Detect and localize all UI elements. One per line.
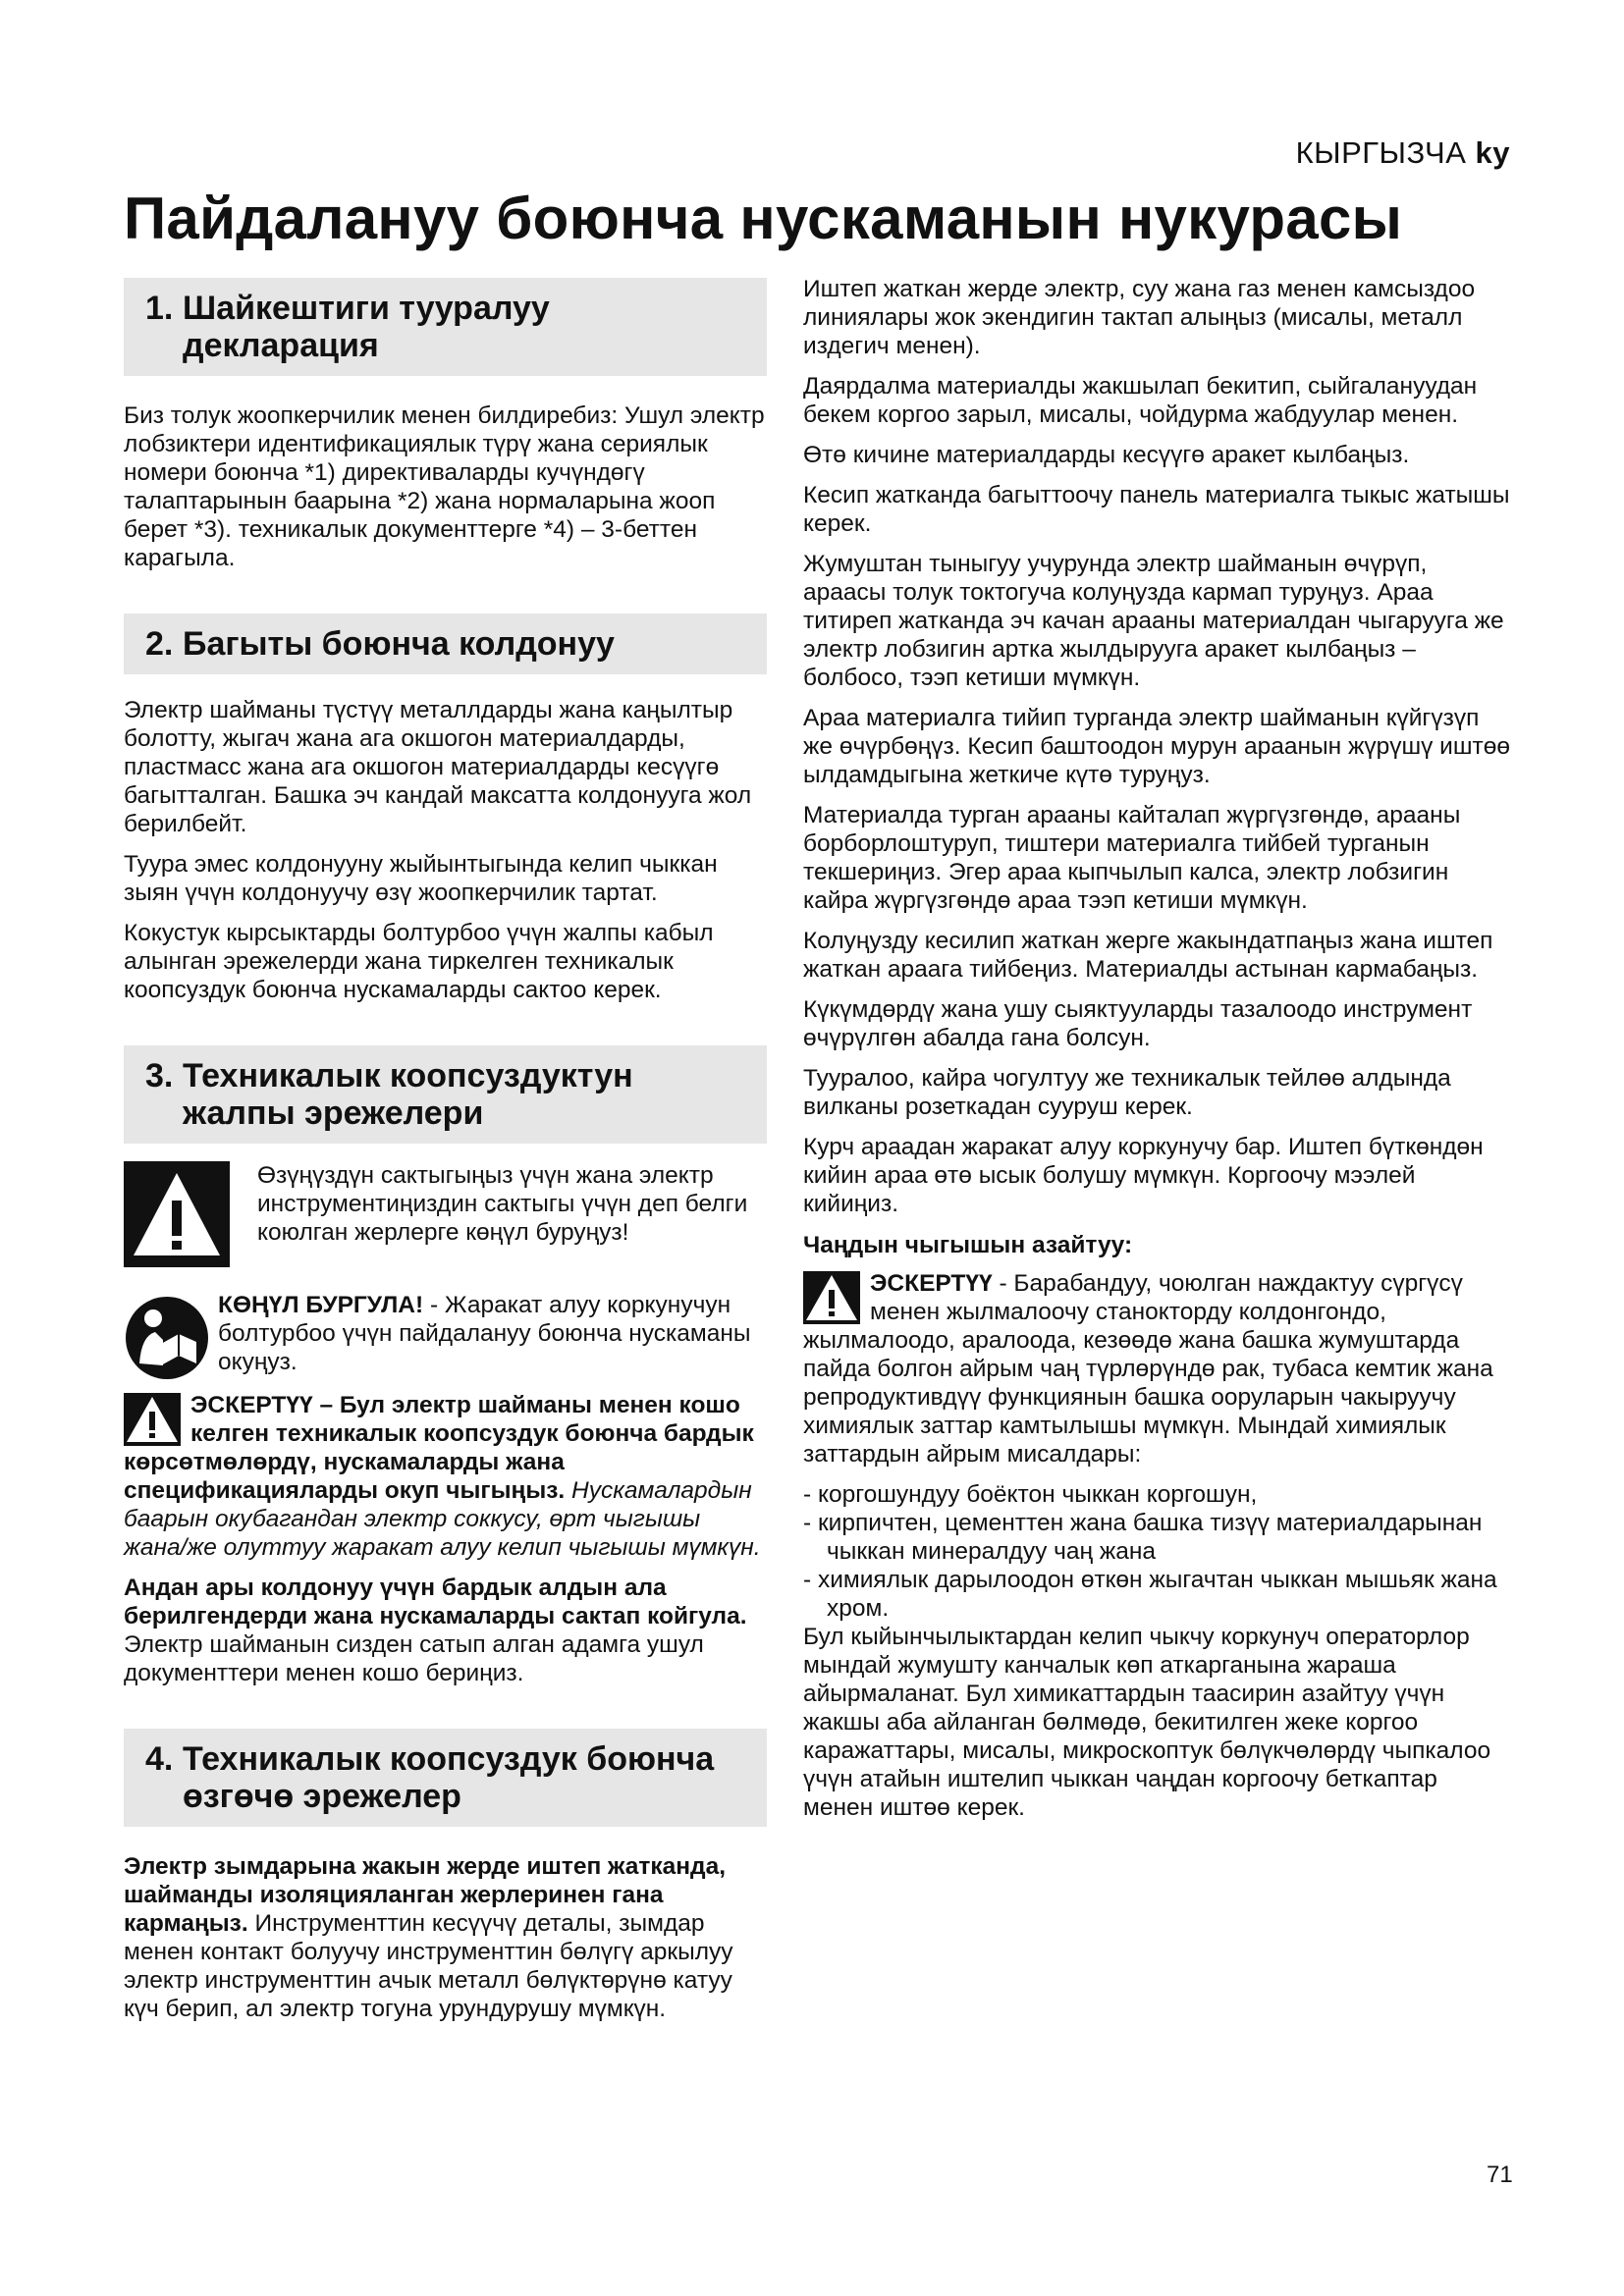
paragraph: Өтө кичине материалдарды кесүүгө аракет кылбаңыз. [803, 442, 1410, 468]
safety-notice-block [124, 1161, 767, 1279]
paragraph: Иштеп жаткан жерде электр, суу жана газ менен камсыздоо линиялары жок экендигин тактап алыңыз (мисалы, металл издегич менен). [803, 276, 1476, 359]
intended-use-text: Электр шайманы түстүү металлдарды жана каңылтыр болотту, жыгач жана ага окшогон материалдарды, пластмасс жана ага окшогон материалдарды кесүүгө багытталган. Башка эч кандай максатта колдонууга жол берилбейт. [124, 697, 752, 837]
language-name: КЫРГЫЗЧА [1295, 135, 1467, 170]
read-manual-icon [124, 1295, 210, 1381]
dust-reduction-heading: Чаңдын чыгышын азайтуу: [803, 1232, 1133, 1258]
list-item: - химиялык дарылоодон өткөн жыгачтан чыккан мышьяк жана хром. [803, 1567, 1497, 1622]
warning-text-bold: ЭСКЕРТҮҮ – Бул электр шайманы менен кошо келген техникалык коопсуздук боюнча бардык көрсөтмөлөрдү, нускамаларды жана спецификацияларды окуп чыгыңыз. [124, 1392, 754, 1504]
document-title: Пайдалануу боюнча нускаманын нукурасы [124, 186, 1403, 251]
cable-warning-bold: Электр зымдарына жакын жерде иштеп жатканда, шайманды изоляцияланган жерлеринен гана кармаңыз. [124, 1853, 727, 1937]
paragraph: Тууралоо, кайра чогултуу же техникалык тейлөө алдында вилканы розеткадан сууруш керек. [803, 1065, 1451, 1120]
attention-block [124, 1291, 767, 1379]
section-1-heading: 1. Шайкештиги тууралуу декларация [124, 278, 767, 376]
warning-block [124, 1391, 767, 1562]
page-number: 71 [1487, 2162, 1513, 2188]
paragraph: Жумуштан тыныгуу учурунда электр шайманын өчүрүп, араасы толук токтогуча колуңузда кармап туруңуз. Араа титиреп жатканда эч качан арааны материалдан чыгарууга же электр лобзигин артка жылдырууга аракет кылбаңыз – болбосо, тээп кетиши мүмкүн. [803, 551, 1504, 691]
list-item: - коргошундуу боёктон чыккан коргошун, [803, 1481, 1258, 1508]
chemicals-list [803, 1480, 1510, 1623]
paragraph: Колуңузду кесилип жаткан жерге жакындатпаңыз жана иштеп жаткан арaага тийбеңиз. Материалды астынан кармабаңыз. [803, 928, 1493, 983]
paragraph: Курч араадан жаракат алуу коркунучу бар. Иштеп бүткөндөн кийин араа өтө ысык болушу мүмкүн. Коргоочу мээлей кийиңиз. [803, 1134, 1484, 1217]
list-item: - кирпичтен, цементтен жана башка тизүү материалдарынан чыккан минералдуу чаң жана [803, 1510, 1483, 1565]
attention-text: - Жаракат алуу коркунучун болтурбоо үчүн пайдалануу боюнча нускаманы окуңуз. [218, 1292, 751, 1375]
attention-label: КӨҢҮЛ БУРГУЛА! [218, 1292, 424, 1318]
accident-prevention-text: Кокустук кырсыктарды болтурбоо үчүн жалпы кабыл алынган эрежелерди жана тиркелген техникалык коопсуздук боюнча нускамаларды сактоо керек. [124, 920, 714, 1003]
section-4-heading: 4. Техникалык коопсуздук боюнча өзгөчө эрежелер [124, 1729, 767, 1827]
section-1-title: Шайкештиги тууралуу декларация [183, 290, 550, 364]
paragraph: Материалда турган арааны кайталап жүргүзгөндө, арааны борборлоштуруп, тиштери материалга тийбей турганын текшериңиз. Эгер араа кыпчылып калса, электр лобзигин кайра жүргүзгөндө араа тээп кетиши мүмкүн. [803, 802, 1461, 914]
section-3-title: Техникалык коопсуздуктун жалпы эрежелери [183, 1057, 633, 1132]
warning-triangle-icon [124, 1393, 181, 1446]
paragraph: Араа материалга тийип турганда электр шайманын күйгүзүп же өчүрбөңүз. Кесип баштоодон мурун арaанын жүрүшү иштөө ылдамдыгына жеткиче күтө туруңуз. [803, 705, 1510, 788]
warning-triangle-icon [124, 1161, 230, 1267]
section-4-title: Техникалык коопсуздук боюнча өзгөчө эрежелер [183, 1740, 715, 1815]
warning-text-italic: Нускамалардын баарын окубагандан электр соккусу, өрт чыгышы жана/же олуттуу жаракат алуу келип чыгышы мүмкүн. [124, 1477, 761, 1561]
warning-triangle-icon [803, 1271, 860, 1324]
paragraph: Күкүмдөрдү жана ушу сыяктууларды тазалоодо инструмент өчүрүлгөн абалда гана болсун. [803, 996, 1473, 1051]
language-label [1296, 135, 1510, 171]
keep-instructions-text: Электр шайманын сизден сатып алган адамга ушул документтери менен кошо бериңиз. [124, 1631, 704, 1686]
section-2-title: Багыты боюнча колдонуу [183, 625, 615, 663]
section-3-heading: 3. Техникалык коопсуздуктун жалпы эрежелери [124, 1045, 767, 1144]
paragraph: Кесип жатканда багыттоочу панель материалга тыкыс жатышы керек. [803, 482, 1510, 537]
liability-text: Туура эмес колдонууну жыйынтыгында келип чыккан зыян үчүн колдонуучу өзү жоопкерчилик тартат. [124, 851, 718, 906]
paragraph: Бул кыйынчылыктардан келип чыкчу коркунуч операторлор мындай жумушту канчалык көп аткарганына жараша айырмаланат. Бул химикаттардын таасирин азайтуу үчүн жакшы аба айланган бөлмөдө, бекитилген жеке коргоо каражаттары, мисалы, микроскоптук бөлүкчөлөрдү чыпкалоо үчүн атайын иштелип чыккан чаңдан коргоочу беткаптар менен иштөө керек. [803, 1624, 1491, 1821]
dust-warning-text: - Барабандуу, чоюлган наждактуу сүргүсү менен жылмалоочу станокторду колдонгондо, жылмалоодо, аралоода, кезөөдө жана башка жумуштарда пайда болгон айрым чаң түрлөрүндө рак, тубаса кемтик жана репродуктивдүү функциянын башка ооруларын чакыруучу химиялык заттар камтылышы мүмкүн. Мындай химиялык заттардын айрым мисалдары: [803, 1270, 1493, 1468]
section-2-heading: 2. Багыты боюнча колдонуу [124, 614, 767, 674]
language-code: ky [1475, 135, 1510, 170]
safety-notice-text: Өзүңүздүн сактыгыңыз үчүн жана электр инструментиңиздин сактыгы үчүн деп белги коюлган жерлерге көңүл буруңуз! [257, 1162, 748, 1246]
keep-instructions-bold: Андан ары колдонуу үчүн бардык алдын ала берилгендерди жана нускамаларды сактап койгула. [124, 1575, 747, 1629]
dust-warning-block [803, 1269, 1510, 1468]
right-column [803, 275, 1510, 1834]
dust-warning-label: ЭСКЕРТҮҮ [870, 1270, 993, 1297]
paragraph: Даярдалма материалды жакшылап бекитип, сыйгалануудан бекем коргоо зарыл, мисалы, чойдурма жабдуулар менен. [803, 373, 1478, 428]
left-column [124, 278, 767, 2035]
cable-warning-text: Инструменттин кесүүчү деталы, зымдар менен контакт болуучу инструменттин бөлүгү аркылуу электр инструменттин ачык металл бөлүктөрүнө катуу күч берип, ал электр тогуна урундурушу мүмкүн. [124, 1910, 733, 2022]
declaration-text: Биз толук жоопкерчилик менен билдиребиз: Ушул электр лобзиктери идентификациялык түрү жана сериялык номери боюнча *1) директиваларды кучүндөгү талаптарынын баарына *2) жана нормаларына жооп берет *3). техникалык документтерге *4) – 3-беттен карагыла. [124, 402, 765, 571]
